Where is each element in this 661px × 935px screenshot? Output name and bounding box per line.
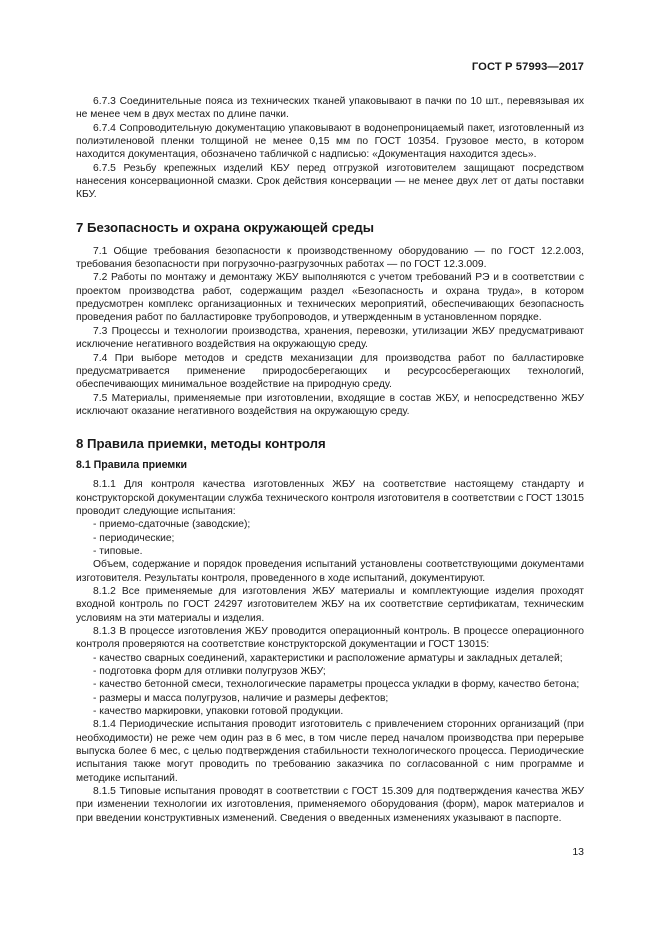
section-8-heading: 8 Правила приемки, методы контроля xyxy=(76,436,326,452)
list-item: - периодические; xyxy=(93,532,175,544)
page-body xyxy=(76,95,584,825)
clause-7-3: 7.3 Процессы и технологии производства, хранения, перевозки, утилизации ЖБУ предусматривают исключение негативного воздействия на окружающую среду. xyxy=(76,325,584,351)
clause-8-1-1: 8.1.1 Для контроля качества изготовленных ЖБУ на соответствие настоящему стандарту и конструкторской документации служба технического контроля изготовителя в соответствии с ГОСТ 13015 проводит следующие испытания: xyxy=(76,479,584,517)
clause-6-7-3: 6.7.3 Соединительные пояса из технических тканей упаковывают в пачки по 10 шт., перевязывая их не менее чем в двух местах по длине пачки. xyxy=(76,96,584,121)
clause-7-4: 7.4 При выборе методов и средств механизации для производства работ по балластировке предусматривается применение природосберегающих и ресурсосберегающих технологий, обеспечивающих минимальное воздействие на природную среду. xyxy=(76,352,584,391)
clause-6-7-4: 6.7.4 Сопроводительную документацию упаковывают в водонепроницаемый пакет, изготовленный из полиэтиленовой пленки толщиной не менее 0,15 мм по ГОСТ 10354. Грузовое место, в котором находится документация, обозначено табличкой с надписью: «Документация находится здесь». xyxy=(76,122,584,161)
list-item: - подготовка форм для отливки полугрузов ЖБУ; xyxy=(93,666,326,678)
tests-scope-paragraph: Объем, содержание и порядок проведения испытаний установлены соответствующими документами изготовителя. Результаты контроля, проведенного в ходе испытаний, документируют. xyxy=(76,559,584,584)
clause-8-1-2: 8.1.2 Все применяемые для изготовления ЖБУ материалы и комплектующие изделия проходят входной контроль по ГОСТ 24297 изготовителем ЖБУ на их соответствие сертификатам, техническим условиям на эти материалы и изделия. xyxy=(76,585,584,624)
section-7-heading: 7 Безопасность и охрана окружающей среды xyxy=(76,219,375,235)
document-code-header: ГОСТ Р 57993—2017 xyxy=(471,61,584,73)
clause-8-1-5: 8.1.5 Типовые испытания проводят в соответствии с ГОСТ 15.309 для подтверждения качества ЖБУ при изменении технологии их изготовления, применяемого оборудования (форм), марок материалов и при введении конструктивных изменений. Сведения о введенных изменениях указывают в паспорте. xyxy=(76,786,584,824)
page-number: 13 xyxy=(572,846,584,858)
subsection-8-1-heading: 8.1 Правила приемки xyxy=(76,459,188,472)
clause-7-2: 7.2 Работы по монтажу и демонтажу ЖБУ выполняются с учетом требований РЭ и в соответствии с проектом производства работ, содержащим раздел «Безопасность и охрана труда», в котором предусмотрен комплекс организационных и технических мероприятий, обеспечивающих безопасность проведения работ по балластировке трубопроводов, и утвержденным в установленном порядке. xyxy=(76,272,584,324)
list-item: - размеры и масса полугрузов, наличие и размеры дефектов; xyxy=(93,692,389,704)
clause-7-1: 7.1 Общие требования безопасности к производственному оборудованию — по ГОСТ 12.2.003, требования безопасности при погрузочно-разгрузочных работах — по ГОСТ 12.3.009. xyxy=(76,245,584,271)
list-item: - типовые. xyxy=(93,545,143,557)
clause-6-7-5: 6.7.5 Резьбу крепежных изделий КБУ перед отгрузкой изготовителем защищают посредством нанесения консервационной смазки. Срок действия консервации — не менее двух лет от даты поставки КБУ. xyxy=(76,162,584,201)
list-item: - качество бетонной смеси, технологические параметры процесса укладки в форму, качество бетона; xyxy=(93,679,580,691)
list-item: - качество маркировки, упаковки готовой продукции. xyxy=(93,706,344,718)
list-item: - качество сварных соединений, характеристики и расположение арматуры и закладных деталей; xyxy=(93,652,563,664)
clause-7-5: 7.5 Материалы, применяемые при изготовлении, входящие в состав ЖБУ, и непосредственно ЖБУ исключают оказание негативного воздействия на окружающую среду. xyxy=(76,392,584,417)
clause-8-1-3: 8.1.3 В процессе изготовления ЖБУ проводится операционный контроль. В процессе операционного контроля проверяются на соответствие конструкторской документации и ГОСТ 13015: xyxy=(76,626,584,651)
list-item: - приемо-сдаточные (заводские); xyxy=(93,519,251,531)
clause-8-1-4: 8.1.4 Периодические испытания проводит изготовитель с привлечением сторонних организаций (при необходимости) не реже чем один раз в 6 мес, в том числе перед началом производства при перерыве выпуска более 6 мес, с целью подтверждения стабильности технологического процесса. Периодические испытания также могут проводить по требованию заказчика по согласованной с ним программе и методике испытаний. xyxy=(76,719,584,784)
